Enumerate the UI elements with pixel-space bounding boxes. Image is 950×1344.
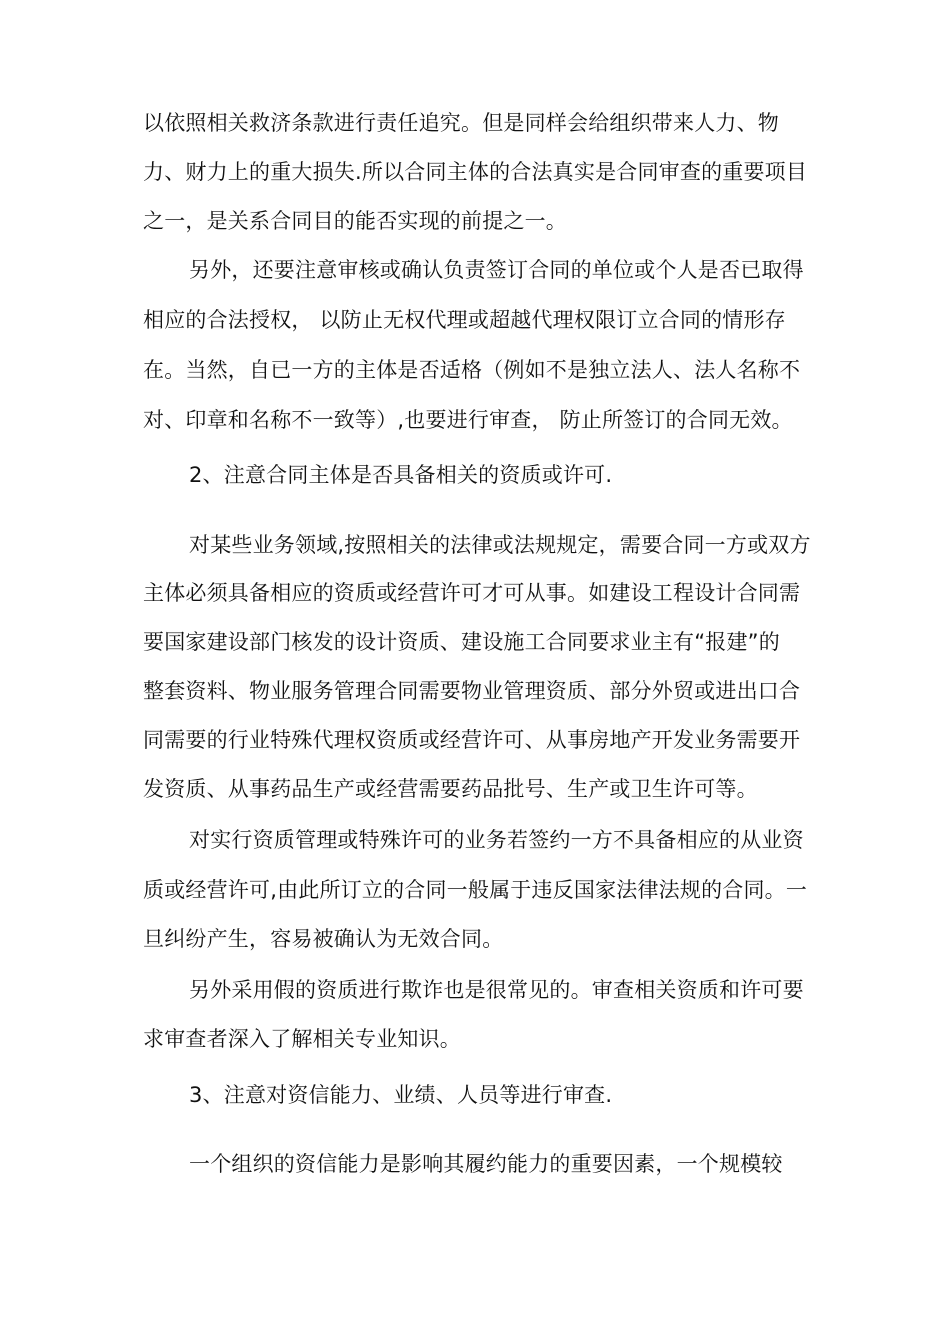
text-line: 整套资料、物业服务管理合同需要物业管理资质、部分外贸或进出口合 (143, 679, 801, 703)
text-line: 相应的合法授权， 以防止无权代理或超越代理权限订立合同的情形存 (143, 308, 786, 332)
text-line: 之一，是关系合同目的能否实现的前提之一。 (143, 209, 567, 233)
section-heading: 2、注意合同主体是否具备相关的资质或许可. (189, 463, 613, 487)
text-line: 质或经营许可,由此所订立的合同一般属于违反国家法律法规的合同。一 (143, 878, 808, 902)
text-line: 在。当然，自已一方的主体是否适格（例如不是独立法人、法人名称不 (143, 358, 801, 382)
text-line: 另外采用假的资质进行欺诈也是很常见的。审查相关资质和许可要 (189, 978, 804, 1002)
text-line: 力、财力上的重大损失.所以合同主体的合法真实是合同审查的重要项目 (143, 160, 808, 184)
text-line: 对、印章和名称不一致等）,也要进行审查， 防止所签订的合同无效。 (143, 408, 793, 432)
text-line: 另外，还要注意审核或确认负责签订合同的单位或个人是否已取得 (189, 258, 804, 282)
section-heading: 3、注意对资信能力、业绩、人员等进行审查. (189, 1083, 613, 1107)
text-line: 主体必须具备相应的资质或经营许可才可从事。如建设工程设计合同需 (143, 581, 801, 605)
text-line: 一个组织的资信能力是影响其履约能力的重要因素，一个规模较 (189, 1152, 783, 1176)
text-line: 以依照相关救济条款进行责任追究。但是同样会给组织带来人力、物 (143, 111, 779, 135)
text-line: 求审查者深入了解相关专业知识。 (143, 1027, 461, 1051)
text-line: 要国家建设部门核发的设计资质、建设施工合同要求业主有“报建”的 (143, 630, 780, 654)
text-line: 对实行资质管理或特殊许可的业务若签约一方不具备相应的从业资 (189, 828, 804, 852)
text-line: 同需要的行业特殊代理权资质或经营许可、从事房地产开发业务需要开 (143, 728, 801, 752)
text-line: 发资质、从事药品生产或经营需要药品批号、生产或卫生许可等。 (143, 777, 758, 801)
text-line: 对某些业务领域,按照相关的法律或法规规定，需要合同一方或双方 (189, 533, 811, 557)
text-line: 旦纠纷产生，容易被确认为无效合同。 (143, 927, 504, 951)
